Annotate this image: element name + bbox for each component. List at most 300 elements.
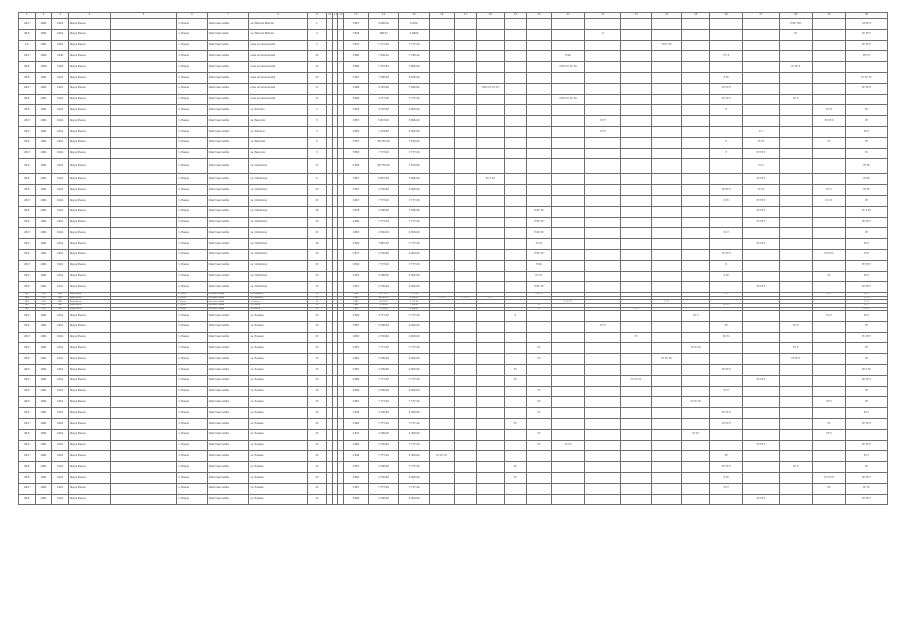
table-cell: [779, 419, 812, 430]
table-cell: [779, 239, 812, 250]
table-cell: 4 730,60: [368, 282, 399, 293]
table-cell: [429, 354, 454, 365]
table-cell: Ruzya Pisene: [68, 300, 110, 304]
table-cell: 4 796,00: [368, 429, 399, 440]
table-cell: 1941: [52, 321, 69, 332]
table-cell: 4 777,20: [368, 293, 399, 297]
table-cell: 13: [307, 343, 326, 354]
table-cell: Dzerrinsel vadba: [207, 321, 249, 332]
table-cell: 7 796,36: [368, 72, 399, 83]
table-cell: [110, 419, 177, 430]
table-cell: [504, 429, 526, 440]
table-cell: Dzerrinsel vadba: [207, 354, 249, 365]
table-cell: TC PC PC: [682, 397, 710, 408]
table-cell: TCRC PC: [526, 293, 551, 297]
table-cell: [710, 397, 743, 408]
table-cell: [743, 249, 779, 260]
table-cell: [454, 271, 476, 282]
table-cell: PC: [812, 419, 845, 430]
table-cell: Dzerrinsel vadba: [207, 271, 249, 282]
table-cell: [743, 343, 779, 354]
table-cell: vs. Ostrameni: [249, 293, 307, 297]
table-cell: TC PC: [812, 105, 845, 116]
table-cell: 2 846: [343, 159, 368, 174]
table-cell: [585, 483, 621, 494]
table-row: [19, 343, 888, 354]
table-cell: [551, 408, 584, 419]
table-cell: [429, 429, 454, 440]
table-cell: [682, 321, 710, 332]
table-cell: [779, 429, 812, 440]
table-cell: [621, 83, 652, 94]
table-cell: 13: [307, 296, 326, 300]
table-cell: vs. Pussew: [249, 494, 307, 505]
table-cell: 7 930,00: [399, 303, 430, 307]
table-cell: vs. Pussew: [249, 397, 307, 408]
table-cell: [779, 397, 812, 408]
table-cell: PC: [526, 354, 551, 365]
table-cell: 1990: [35, 62, 52, 73]
table-cell: PC PP P: [710, 94, 743, 105]
table-cell: [454, 19, 476, 30]
table-cell: 1. Pisene: [177, 408, 208, 419]
table-cell: 1. Pisene: [177, 228, 208, 239]
table-cell: [743, 419, 779, 430]
table-cell: [812, 260, 845, 271]
table-cell: 1 867: [343, 483, 368, 494]
table-cell: [621, 148, 652, 159]
table-cell: vs. Ostrameni: [249, 260, 307, 271]
table-cell: [429, 195, 454, 206]
table-cell: [477, 116, 505, 127]
table-cell: [682, 365, 710, 376]
table-cell: 13: [307, 72, 326, 83]
table-cell: 1941: [52, 94, 69, 105]
table-cell: [710, 116, 743, 127]
table-cell: 48 300,20: [368, 296, 399, 300]
table-row: [19, 105, 888, 116]
table-cell: PP: [846, 343, 888, 354]
table-cell: Dzerrinsel vadba: [207, 397, 249, 408]
table-cell: [585, 440, 621, 451]
table-cell: [621, 462, 652, 473]
table-cell: [682, 19, 710, 30]
table-cell: 28-P: [19, 321, 36, 332]
table-row: [19, 174, 888, 185]
table-cell: 1. Pisene: [177, 260, 208, 271]
table-cell: [812, 206, 845, 217]
table-cell: 1991: [35, 206, 52, 217]
table-cell: 1 807: [343, 116, 368, 127]
table-cell: arwo Annamenenadi: [249, 83, 307, 94]
table-cell: 13: [307, 307, 326, 311]
table-cell: [710, 29, 743, 40]
table-row: [19, 126, 888, 137]
table-row: [19, 116, 888, 127]
table-cell: 1990: [35, 51, 52, 62]
column-header: 22: [585, 13, 621, 19]
table-cell: vs. Ostrameni: [249, 239, 307, 250]
table-cell: 13: [307, 321, 326, 332]
table-cell: vs. Ostrameni: [249, 206, 307, 217]
table-cell: 28-P: [19, 296, 36, 300]
table-cell: Ruzya Pisene: [68, 249, 110, 260]
table-cell: [110, 375, 177, 386]
table-cell: [110, 271, 177, 282]
table-cell: 13: [307, 260, 326, 271]
table-cell: [651, 408, 682, 419]
table-cell: [477, 494, 505, 505]
table-cell: PP PP P: [846, 40, 888, 51]
table-cell: PC P: [779, 343, 812, 354]
table-cell: [551, 332, 584, 343]
table-cell: Ruzya Pisene: [68, 311, 110, 322]
table-cell: 4 730,60: [368, 332, 399, 343]
table-row: [19, 29, 888, 40]
table-cell: 28-P: [19, 397, 36, 408]
table-cell: arwo Annamenenadi: [249, 94, 307, 105]
table-cell: [812, 332, 845, 343]
table-cell: [504, 148, 526, 159]
table-cell: [621, 40, 652, 51]
table-cell: [429, 239, 454, 250]
table-cell: 1941: [52, 105, 69, 116]
table-cell: Dzerrinsel vadba: [207, 429, 249, 440]
table-cell: [621, 239, 652, 250]
table-cell: 1. Pisene: [177, 303, 208, 307]
table-cell: [454, 429, 476, 440]
column-header: 2: [35, 13, 52, 19]
table-cell: [621, 429, 652, 440]
table-cell: 7 777,20: [399, 40, 430, 51]
column-header: 14: [368, 13, 399, 19]
table-cell: [504, 83, 526, 94]
table-cell: PC PP P: [710, 83, 743, 94]
table-cell: [429, 29, 454, 40]
table-cell: [110, 408, 177, 419]
table-cell: 1941: [52, 293, 69, 297]
table-cell: [477, 260, 505, 271]
table-cell: 1. Pisene: [177, 174, 208, 185]
table-cell: [526, 185, 551, 196]
table-cell: PC P PC: [846, 206, 888, 217]
table-cell: [551, 29, 584, 40]
column-header: 4: [68, 13, 110, 19]
table-cell: [526, 29, 551, 40]
table-cell: vs. Ostrameni: [249, 296, 307, 300]
table-cell: vs. Moscow Bahnari: [249, 19, 307, 30]
table-cell: [504, 386, 526, 397]
table-cell: [710, 217, 743, 228]
table-cell: Dzerrinsel vadba: [207, 494, 249, 505]
table-cell: 13: [307, 62, 326, 73]
table-cell: [526, 419, 551, 430]
table-cell: 1. Pisene: [177, 94, 208, 105]
table-cell: 28-P: [19, 311, 36, 322]
table-cell: 1941: [52, 159, 69, 174]
table-cell: [651, 148, 682, 159]
table-cell: [477, 429, 505, 440]
table-cell: 4 710,60: [368, 83, 399, 94]
table-cell: 7 777,20: [399, 217, 430, 228]
table-cell: 7 777,20: [399, 462, 430, 473]
column-header: 20: [526, 13, 551, 19]
table-cell: [454, 62, 476, 73]
table-cell: PP PP P: [743, 174, 779, 185]
table-cell: [779, 105, 812, 116]
table-cell: [682, 105, 710, 116]
table-cell: 1941: [52, 408, 69, 419]
table-cell: [812, 174, 845, 185]
table-cell: 1. Pisene: [177, 386, 208, 397]
table-cell: [504, 260, 526, 271]
table-cell: 1 806: [343, 386, 368, 397]
table-cell: [682, 483, 710, 494]
table-cell: [551, 185, 584, 196]
table-cell: PP PP P: [710, 185, 743, 196]
table-cell: [651, 137, 682, 148]
table-cell: 13: [307, 300, 326, 304]
table-row: [19, 282, 888, 293]
table-cell: 7 777,20: [399, 375, 430, 386]
table-cell: [621, 343, 652, 354]
table-cell: 1941: [52, 239, 69, 250]
table-cell: Ruzya Pisene: [68, 462, 110, 473]
table-cell: [812, 126, 845, 137]
table-cell: 18: [307, 239, 326, 250]
table-cell: [551, 126, 584, 137]
table-cell: Dzerrinsel vadan: [207, 29, 249, 40]
table-cell: 13: [307, 440, 326, 451]
table-cell: [779, 282, 812, 293]
table-cell: Dzerrinsel vadba: [207, 217, 249, 228]
table-cell: [477, 159, 505, 174]
table-cell: PP PP P: [743, 282, 779, 293]
table-row: [19, 429, 888, 440]
table-cell: TC PC: [526, 239, 551, 250]
table-cell: [585, 494, 621, 505]
table-cell: Ruzya Pisene: [68, 94, 110, 105]
table-cell: [651, 249, 682, 260]
table-cell: [526, 375, 551, 386]
table-cell: PP PP P: [743, 494, 779, 505]
table-cell: 1. Pisene: [177, 185, 208, 196]
table-cell: Ruzya Pisene: [68, 195, 110, 206]
table-cell: Ruzya Pisene: [68, 397, 110, 408]
table-cell: PP PP P: [846, 260, 888, 271]
table-cell: vs. Pussew: [249, 300, 307, 304]
table-cell: [551, 40, 584, 51]
table-cell: 1991: [35, 116, 52, 127]
table-cell: [429, 105, 454, 116]
table-cell: 4 9000: [399, 29, 430, 40]
table-cell: [812, 94, 845, 105]
table-cell: [743, 311, 779, 322]
table-cell: Ruzya Pisene: [68, 83, 110, 94]
table-row: [19, 397, 888, 408]
table-cell: [682, 185, 710, 196]
table-cell: PP PP P: [846, 419, 888, 430]
table-cell: [551, 271, 584, 282]
table-cell: vs. Pussew: [249, 354, 307, 365]
table-cell: [429, 137, 454, 148]
table-cell: [526, 451, 551, 462]
table-cell: [585, 195, 621, 206]
table-cell: 4 300,00: [399, 185, 430, 196]
table-cell: 7 676,00: [399, 137, 430, 148]
table-cell: [477, 94, 505, 105]
table-cell: [710, 40, 743, 51]
table-row: [19, 137, 888, 148]
table-cell: 1991: [35, 260, 52, 271]
table-cell: [585, 159, 621, 174]
table-cell: 1 860: [343, 303, 368, 307]
table-cell: [477, 408, 505, 419]
table-cell: [429, 260, 454, 271]
table-cell: [779, 126, 812, 137]
table-cell: 1 805: [343, 126, 368, 137]
table-cell: [429, 148, 454, 159]
table-cell: [454, 148, 476, 159]
table-cell: 1941: [52, 137, 69, 148]
table-cell: 1941: [52, 494, 69, 505]
table-cell: [682, 62, 710, 73]
table-cell: [454, 451, 476, 462]
table-cell: 1941: [52, 217, 69, 228]
table-cell: Dzerrinsel vadba: [207, 159, 249, 174]
table-cell: Dzerrinsel vadba: [207, 386, 249, 397]
table-cell: [526, 473, 551, 484]
table-row: [19, 19, 888, 30]
table-cell: 1941: [52, 332, 69, 343]
table-cell: Ruzya Pisene: [68, 343, 110, 354]
table-cell: [504, 483, 526, 494]
table-cell: PP: [846, 397, 888, 408]
table-cell: [779, 483, 812, 494]
table-cell: Ruzya Pisene: [68, 159, 110, 174]
table-cell: 1941: [52, 185, 69, 196]
table-cell: [454, 174, 476, 185]
table-cell: [710, 159, 743, 174]
table-cell: [710, 206, 743, 217]
table-cell: PP: [710, 451, 743, 462]
table-cell: R: [585, 29, 621, 40]
table-cell: 28-P: [19, 159, 36, 174]
table-cell: 7 930,60: [399, 83, 430, 94]
table-cell: 1941: [52, 307, 69, 311]
table-cell: PP: [846, 354, 888, 365]
table-cell: PC: [812, 271, 845, 282]
table-cell: PP PP P: [710, 462, 743, 473]
table-cell: [477, 105, 505, 116]
table-cell: PC PC: [812, 195, 845, 206]
table-cell: 28-P: [19, 483, 36, 494]
table-cell: Dzerrinsel vadba: [207, 293, 249, 297]
table-cell: PP PP P: [846, 217, 888, 228]
table-cell: [621, 440, 652, 451]
table-cell: [682, 228, 710, 239]
table-cell: [585, 137, 621, 148]
table-cell: PP PP P: [846, 307, 888, 311]
table-cell: [621, 195, 652, 206]
table-cell: 1991: [35, 293, 52, 297]
table-cell: 28-P: [19, 386, 36, 397]
table-cell: 4 300,00: [399, 126, 430, 137]
table-cell: [743, 228, 779, 239]
table-cell: 4 900,00: [399, 365, 430, 376]
table-cell: [454, 365, 476, 376]
table-cell: 1 860: [343, 296, 368, 300]
table-cell: PP PP P: [743, 148, 779, 159]
table-cell: [477, 483, 505, 494]
table-cell: 13: [307, 451, 326, 462]
table-cell: 1991: [35, 429, 52, 440]
table-cell: 1991: [35, 408, 52, 419]
table-cell: 28-P: [19, 228, 36, 239]
table-cell: [585, 148, 621, 159]
table-cell: [526, 332, 551, 343]
table-cell: [812, 62, 845, 73]
table-cell: Dzerrinsel vadba: [207, 116, 249, 127]
table-cell: [110, 72, 177, 83]
table-cell: Ruzya Pisene: [68, 228, 110, 239]
table-cell: PC P: [710, 228, 743, 239]
table-cell: 17: [307, 94, 326, 105]
table-cell: 1991: [35, 419, 52, 430]
table-cell: PC: [779, 29, 812, 40]
table-cell: 4 000,00: [368, 19, 399, 30]
table-cell: [551, 239, 584, 250]
table-cell: 4 300,00: [399, 271, 430, 282]
table-cell: [651, 51, 682, 62]
table-cell: 1941: [52, 19, 69, 30]
table-cell: PP PP P: [846, 29, 888, 40]
table-cell: 7 777,20: [368, 343, 399, 354]
table-cell: [779, 375, 812, 386]
table-cell: PC: [504, 419, 526, 430]
table-cell: 9 876,00: [399, 72, 430, 83]
table-cell: 4 300,00: [399, 408, 430, 419]
table-cell: [504, 29, 526, 40]
table-cell: TC PC: [846, 300, 888, 304]
table-cell: [621, 271, 652, 282]
table-cell: 1. Pisene: [177, 311, 208, 322]
data-table: [18, 12, 888, 505]
table-row: [19, 365, 888, 376]
table-cell: [846, 62, 888, 73]
table-cell: 1941: [52, 174, 69, 185]
table-cell: 1941: [52, 419, 69, 430]
table-cell: 4 300,00: [399, 282, 430, 293]
table-cell: Dzerrinsel vadba: [207, 311, 249, 322]
table-cell: [585, 311, 621, 322]
table-cell: vs. Pesonalo: [249, 116, 307, 127]
table-cell: [651, 375, 682, 386]
table-cell: Dzerrinsel vadba: [207, 126, 249, 137]
table-cell: [651, 321, 682, 332]
table-cell: 13: [307, 473, 326, 484]
table-row: [19, 185, 888, 196]
table-cell: [504, 440, 526, 451]
table-cell: 1. Pisene: [177, 483, 208, 494]
table-cell: 28-P: [19, 195, 36, 206]
column-header: 29: [812, 13, 845, 19]
table-cell: [682, 159, 710, 174]
table-cell: 1 830: [343, 307, 368, 311]
table-cell: [504, 332, 526, 343]
table-cell: 1941: [52, 126, 69, 137]
column-header: 3: [52, 13, 69, 19]
